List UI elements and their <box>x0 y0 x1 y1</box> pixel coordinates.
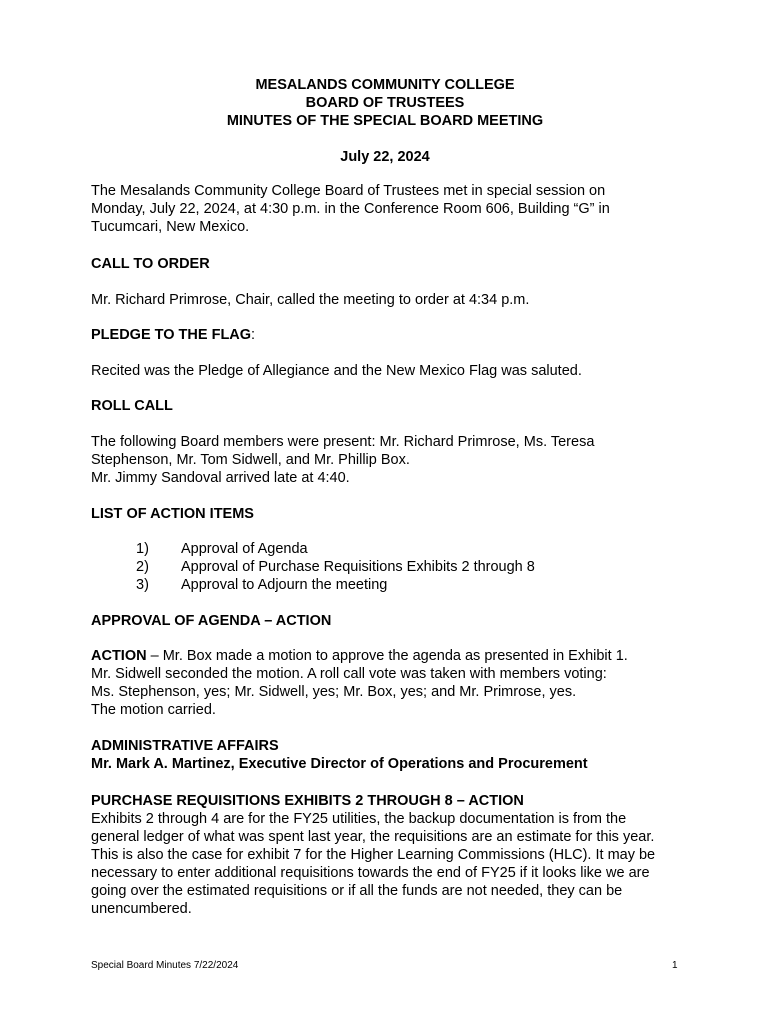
action-label: ACTION <box>91 648 147 664</box>
list-item: Approval of Purchase Requisitions Exhibits 2 through 8 <box>181 559 535 575</box>
footer-title: Special Board Minutes 7/22/2024 <box>91 960 239 971</box>
pledge-text: Recited was the Pledge of Allegiance and the New Mexico Flag was saluted. <box>91 363 582 379</box>
admin-affairs-heading: ADMINISTRATIVE AFFAIRS <box>91 738 279 754</box>
action-text: – Mr. Box made a motion to approve the agenda as presented in Exhibit 1. <box>146 648 628 664</box>
list-item-number: 1) <box>136 541 149 557</box>
pledge-heading-label: PLEDGE TO THE FLAG <box>91 327 252 343</box>
roll-call-paragraph <box>91 433 691 487</box>
purchase-req-line: unencumbered. <box>91 901 192 917</box>
purchase-req-line: general ledger of what was spent last year, the requisitions are an estimate for this year. <box>91 829 655 845</box>
purchase-req-line: This is also the case for exhibit 7 for the Higher Learning Commissions (HLC). It may be <box>91 847 656 863</box>
page-number: 1 <box>672 960 678 971</box>
roll-call-line: Mr. Jimmy Sandoval arrived late at 4:40. <box>91 470 350 486</box>
purchase-req-paragraph <box>91 810 731 918</box>
roll-call-heading: ROLL CALL <box>91 398 173 414</box>
approval-agenda-paragraph <box>91 647 691 719</box>
approval-agenda-line <box>91 647 691 665</box>
purchase-req-heading: PURCHASE REQUISITIONS EXHIBITS 2 THROUGH 8 – ACTION <box>91 793 524 809</box>
approval-agenda-line: Mr. Sidwell seconded the motion. A roll call vote was taken with members voting: <box>91 666 607 682</box>
minutes-title: MINUTES OF THE SPECIAL BOARD MEETING <box>226 113 544 129</box>
approval-agenda-line: The motion carried. <box>91 702 216 718</box>
pledge-heading-colon: : <box>251 327 256 343</box>
pledge-heading <box>91 326 691 344</box>
board-title: BOARD OF TRUSTEES <box>305 95 465 111</box>
roll-call-line: The following Board members were present: Mr. Richard Primrose, Ms. Teresa <box>91 434 595 450</box>
meeting-date: July 22, 2024 <box>340 149 430 165</box>
purchase-req-line: going over the estimated requisitions or if all the funds are not needed, they can be <box>91 883 623 899</box>
purchase-req-line: Exhibits 2 through 4 are for the FY25 utilities, the backup documentation is from the <box>91 811 627 827</box>
roll-call-line: Stephenson, Mr. Tom Sidwell, and Mr. Phillip Box. <box>91 452 410 468</box>
intro-paragraph <box>91 182 691 236</box>
list-item: Approval of Agenda <box>181 541 308 557</box>
call-to-order-text: Mr. Richard Primrose, Chair, called the meeting to order at 4:34 p.m. <box>91 292 530 308</box>
intro-line: Monday, July 22, 2024, at 4:30 p.m. in the Conference Room 606, Building “G” in <box>91 201 610 217</box>
list-item-number: 3) <box>136 577 149 593</box>
approval-agenda-line: Ms. Stephenson, yes; Mr. Sidwell, yes; Mr. Box, yes; and Mr. Primrose, yes. <box>91 684 577 700</box>
list-item-number: 2) <box>136 559 149 575</box>
admin-affairs-subheading: Mr. Mark A. Martinez, Executive Director of Operations and Procurement <box>91 756 588 772</box>
college-name: MESALANDS COMMUNITY COLLEGE <box>255 77 515 93</box>
intro-line: The Mesalands Community College Board of Trustees met in special session on <box>91 183 606 199</box>
list-item: Approval to Adjourn the meeting <box>181 577 388 593</box>
call-to-order-heading: CALL TO ORDER <box>91 256 210 272</box>
intro-line: Tucumcari, New Mexico. <box>91 219 250 235</box>
action-items-heading: LIST OF ACTION ITEMS <box>91 506 254 522</box>
purchase-req-line: necessary to enter additional requisitions towards the end of FY25 if it looks like we are <box>91 865 650 881</box>
approval-agenda-heading: APPROVAL OF AGENDA – ACTION <box>91 613 332 629</box>
